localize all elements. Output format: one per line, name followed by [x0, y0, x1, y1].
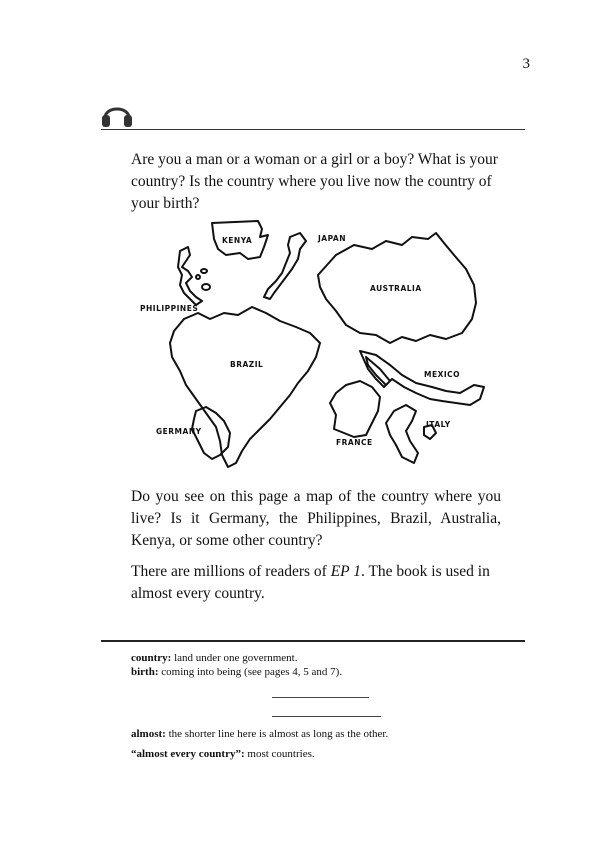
glossary-definition: land under one government. [171, 652, 298, 664]
header-rule [101, 129, 525, 130]
mexico-outline [360, 351, 484, 405]
book-title: EP 1 [330, 563, 361, 580]
readers-text-end: . The book is used in almost every country. [131, 563, 490, 602]
glossary-entry [131, 665, 511, 679]
glossary-entry [131, 727, 511, 741]
page-number: 3 [522, 56, 530, 72]
map-label-japan: JAPAN [318, 234, 346, 243]
glossary-definition: coming into being (see pages 4, 5 and 7). [158, 666, 343, 678]
map-label-france: FRANCE [336, 438, 373, 447]
glossary-term: “almost every country”: [131, 748, 245, 760]
map-question-paragraph: Do you see on this page a map of the country where you live? Is it Germany, the Philippines, Brazil, Australia, Kenya, or some other country? [131, 488, 501, 549]
world-map-illustration [140, 215, 490, 475]
map-label-brazil: BRAZIL [230, 360, 264, 369]
readers-text-start: There are millions of readers of [131, 563, 331, 580]
map-label-italy: ITALY [426, 420, 451, 429]
intro-paragraph: Are you a man or a woman or a girl or a boy? What is your country? Is the country where you live now the country of your birth? [131, 151, 498, 212]
glossary-term: country: [131, 652, 172, 664]
glossary-term: birth: [131, 666, 159, 678]
readers-paragraph [131, 561, 501, 605]
glossary-definition: the shorter line here is almost as long as the other. [165, 728, 389, 740]
glossary-term: almost: [131, 728, 166, 740]
comparison-line-long [272, 697, 369, 698]
glossary-definition: most countries. [244, 748, 315, 760]
map-label-philippines: PHILIPPINES [140, 304, 199, 313]
map-label-mexico: MEXICO [424, 370, 461, 379]
map-label-germany: GERMANY [156, 427, 202, 436]
brazil-outline [170, 307, 320, 467]
glossary-entry [131, 651, 511, 665]
glossary-rule [101, 640, 525, 642]
glossary-entry [131, 747, 511, 761]
france-outline [330, 381, 380, 437]
italy-outline [386, 405, 436, 463]
comparison-line-short [272, 716, 381, 717]
japan-outline [264, 233, 306, 299]
map-label-australia: AUSTRALIA [370, 284, 422, 293]
map-label-kenya: KENYA [222, 236, 253, 245]
headphones-icon [101, 100, 133, 128]
